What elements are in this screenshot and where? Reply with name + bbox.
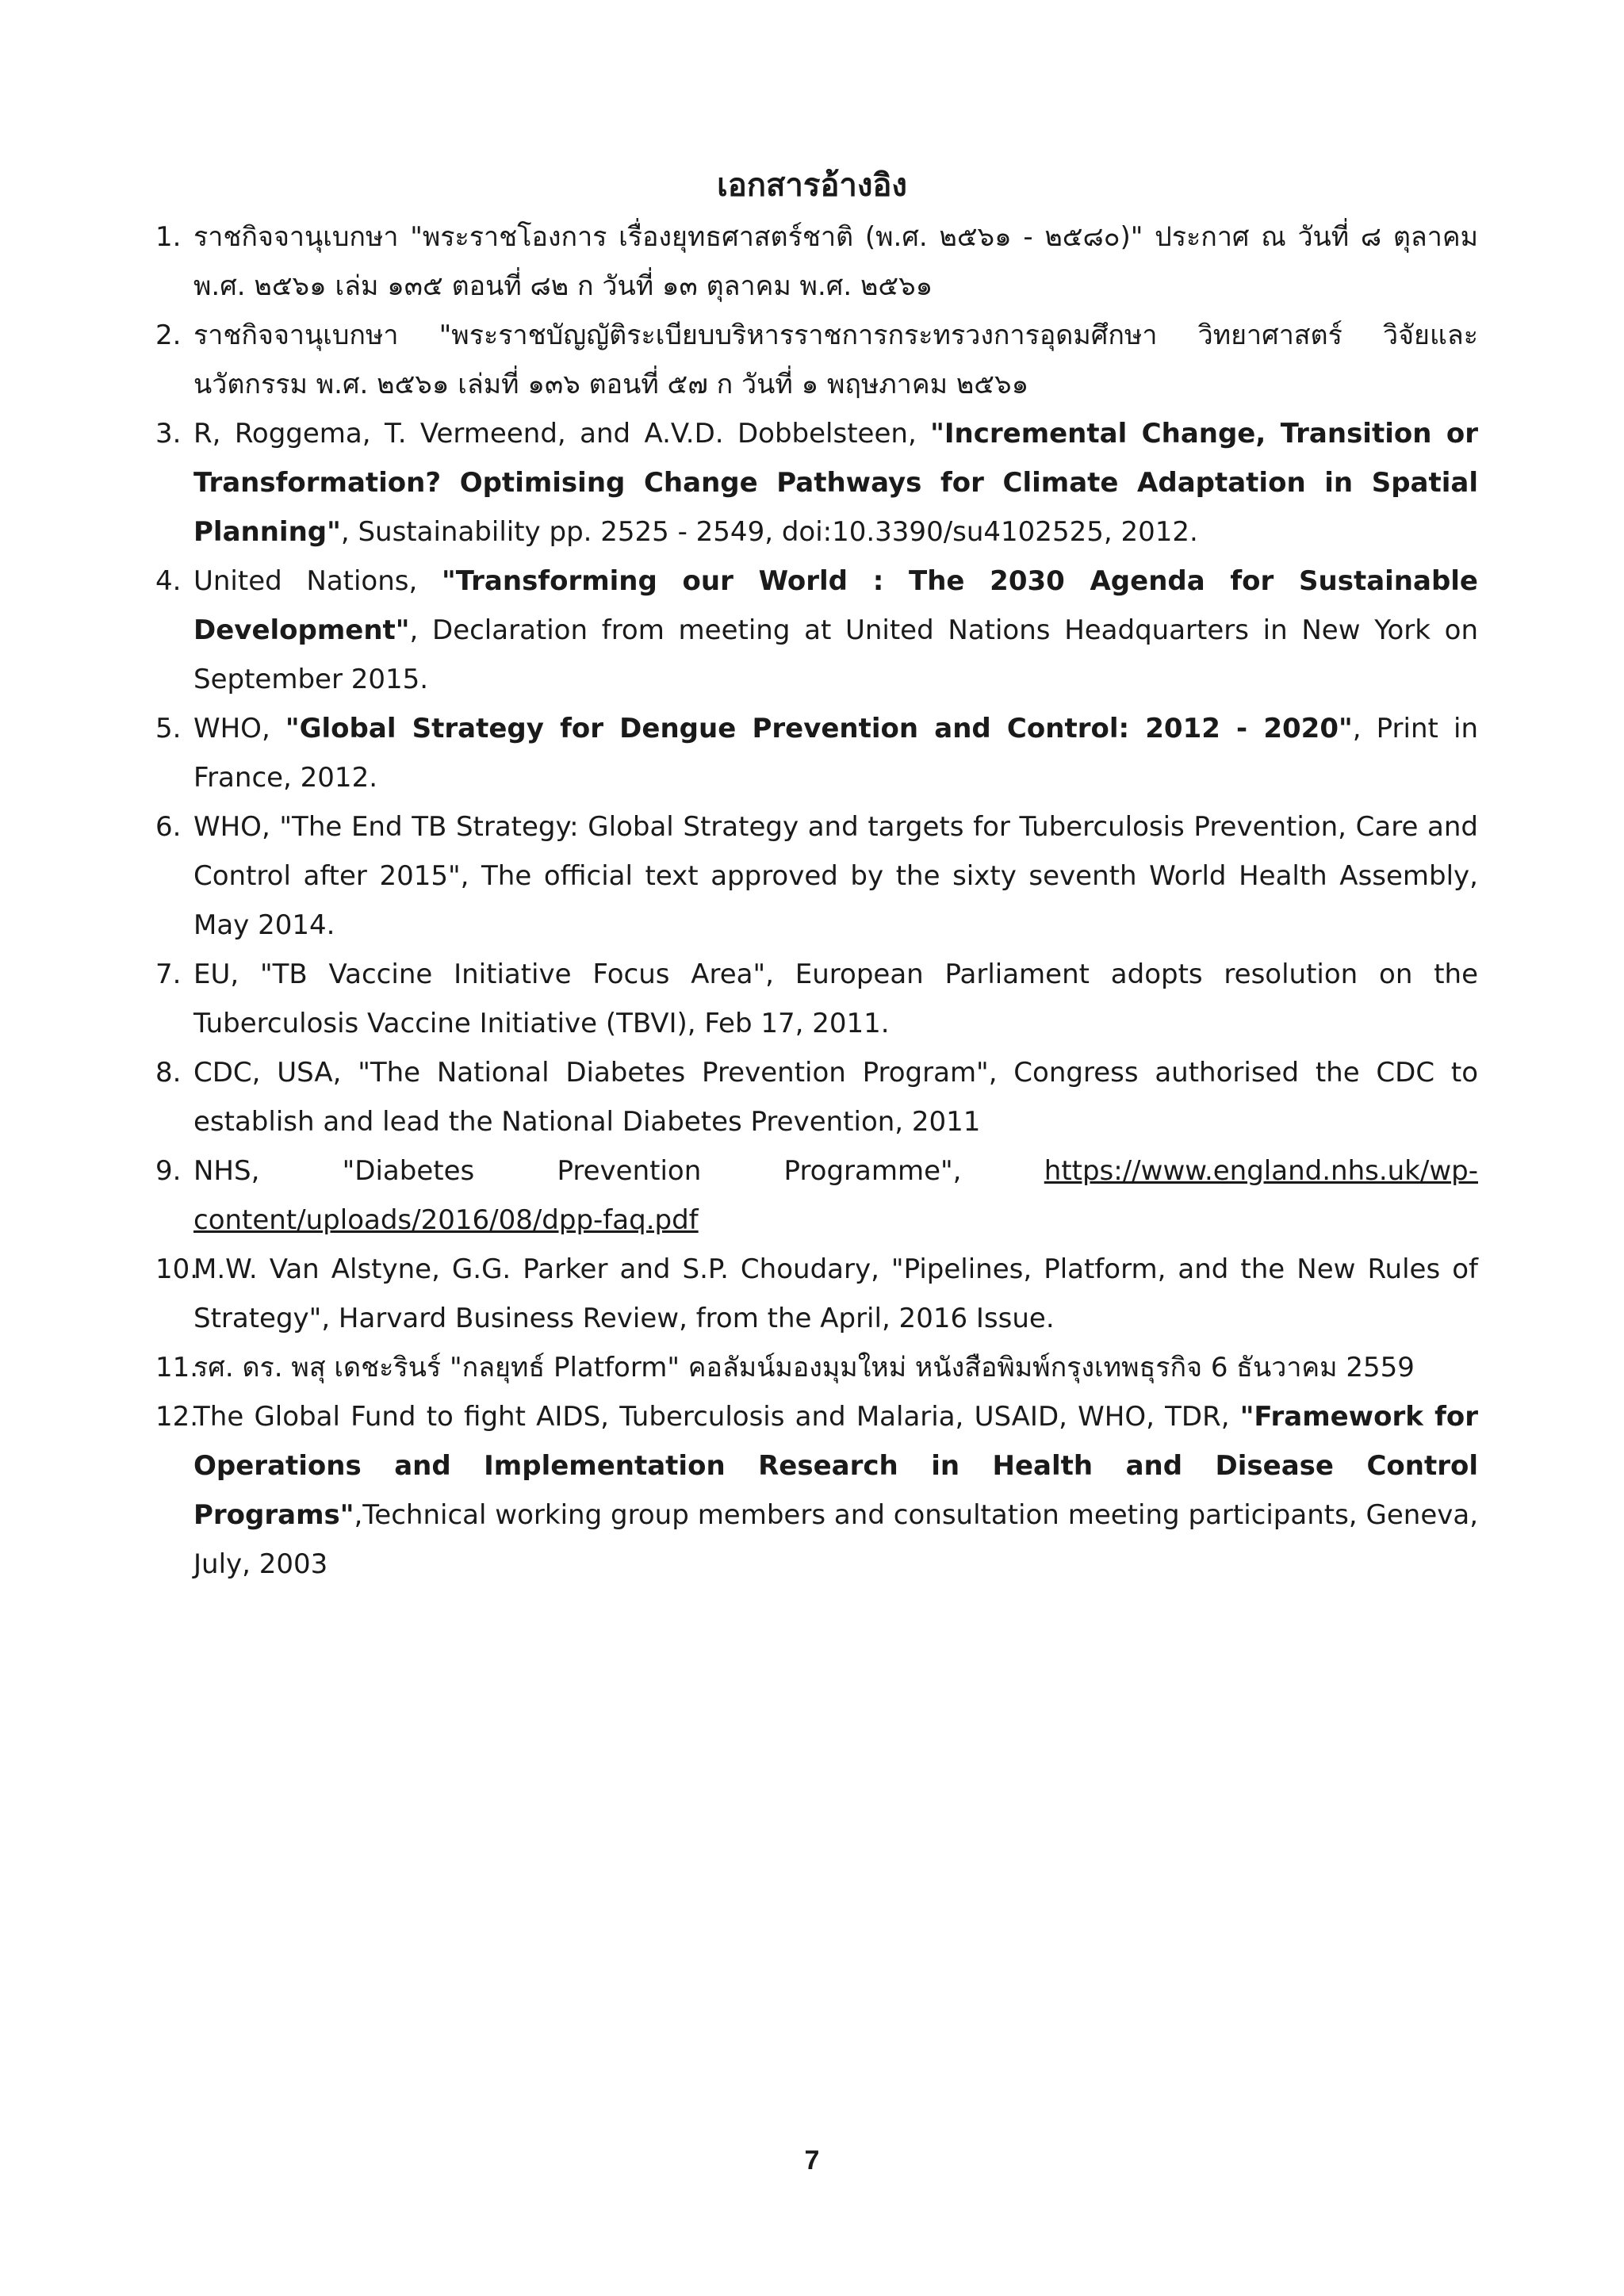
reference-number: 3. — [155, 418, 182, 450]
reference-text: CDC, USA, "The National Diabetes Prevention Program", Congress authorised the CDC to establish and lead the National Diabetes Prevention, 2011 — [193, 1057, 1478, 1138]
reference-number: 6. — [155, 811, 182, 843]
reference-number: 7. — [155, 959, 182, 990]
reference-item — [155, 704, 1478, 802]
reference-title: "Global Strategy for Dengue Prevention and Control: 2012 - 2020" — [285, 713, 1353, 744]
reference-item — [155, 212, 1478, 311]
reference-number: 10. — [155, 1253, 199, 1285]
reference-item — [155, 950, 1478, 1048]
reference-text: ราชกิจจานุเบกษา "พระราชโองการ เรื่องยุทธศาสตร์ชาติ (พ.ศ. ๒๕๖๑ - ๒๕๘๐)" ประกาศ ณ วันที่ ๘ ตุลาคม พ.ศ. ๒๕๖๑ เล่ม ๑๓๕ ตอนที่ ๘๒ ก วันที่ ๑๓ ตุลาคม พ.ศ. ๒๕๖๑ — [193, 221, 1478, 302]
page-heading: เอกสารอ้างอิง — [717, 167, 907, 204]
reference-item — [155, 1245, 1478, 1343]
reference-list — [155, 212, 1478, 1589]
reference-text: , Declaration from meeting at United Nations Headquarters in New York on September 2015. — [193, 614, 1478, 695]
reference-item — [155, 311, 1478, 409]
reference-title: "Incremental Change, Transition or Transformation? Optimising Change Pathways for Climate Adaptation in Spatial Planning" — [193, 418, 1478, 548]
reference-link[interactable]: https://www.england.nhs.uk/wp-content/uploads/2016/08/dpp-faq.pdf — [193, 1155, 1478, 1236]
reference-text: ราชกิจจานุเบกษา "พระราชบัญญัติระเบียบบริหารราชการกระทรวงการอุดมศึกษา วิทยาศาสตร์ วิจัยและนวัตกรรม พ.ศ. ๒๕๖๑ เล่มที่ ๑๓๖ ตอนที่ ๕๗ ก วันที่ ๑ พฤษภาคม ๒๕๖๑ — [193, 320, 1478, 400]
reference-number: 8. — [155, 1057, 182, 1089]
reference-title: "Transforming our World : The 2030 Agenda for Sustainable Development" — [193, 565, 1478, 646]
page-number: 7 — [804, 2145, 820, 2175]
reference-item — [155, 1146, 1478, 1245]
reference-text: WHO, — [193, 713, 285, 744]
reference-text: , Sustainability pp. 2525 - 2549, doi:10.3390/su4102525, 2012. — [340, 516, 1198, 548]
reference-text: รศ. ดร. พสุ เดชะรินร์ "กลยุทธ์ Platform" คอลัมน์มองมุมใหม่ หนังสือพิมพ์กรุงเทพธุรกิจ 6 ธันวาคม 2559 — [193, 1352, 1415, 1383]
reference-number: 1. — [155, 221, 182, 253]
reference-number: 11. — [155, 1352, 199, 1383]
reference-text: ,Technical working group members and consultation meeting participants, Geneva, July, 2003 — [193, 1499, 1478, 1580]
reference-item — [155, 1392, 1478, 1589]
reference-item — [155, 1048, 1478, 1146]
reference-number: 9. — [155, 1155, 182, 1187]
reference-text: NHS, "Diabetes Prevention Programme", — [193, 1155, 1044, 1187]
reference-item — [155, 802, 1478, 950]
reference-text: M.W. Van Alstyne, G.G. Parker and S.P. Choudary, "Pipelines, Platform, and the New Rules of Strategy", Harvard Business Review, from the April, 2016 Issue. — [193, 1253, 1478, 1334]
reference-number: 2. — [155, 320, 182, 351]
reference-text: , Print in France, 2012. — [193, 713, 1478, 794]
reference-text: R, Roggema, T. Vermeend, and A.V.D. Dobbelsteen, — [193, 418, 931, 450]
reference-item — [155, 557, 1478, 704]
reference-item — [155, 1343, 1478, 1392]
reference-item — [155, 409, 1478, 557]
reference-text: The Global Fund to fight AIDS, Tuberculosis and Malaria, USAID, WHO, TDR, — [193, 1401, 1240, 1433]
reference-title: "Framework for Operations and Implementation Research in Health and Disease Control Programs" — [193, 1401, 1478, 1531]
reference-text: EU, "TB Vaccine Initiative Focus Area", European Parliament adopts resolution on the Tuberculosis Vaccine Initiative (TBVI), Feb 17, 2011. — [193, 959, 1478, 1039]
reference-number: 12. — [155, 1401, 199, 1433]
reference-number: 5. — [155, 713, 182, 744]
reference-text: United Nations, — [193, 565, 442, 597]
reference-number: 4. — [155, 565, 182, 597]
reference-text: WHO, "The End TB Strategy: Global Strategy and targets for Tuberculosis Prevention, Care and Control after 2015", The official text approved by the sixty seventh World Health Assembly, May 2014. — [193, 811, 1478, 941]
